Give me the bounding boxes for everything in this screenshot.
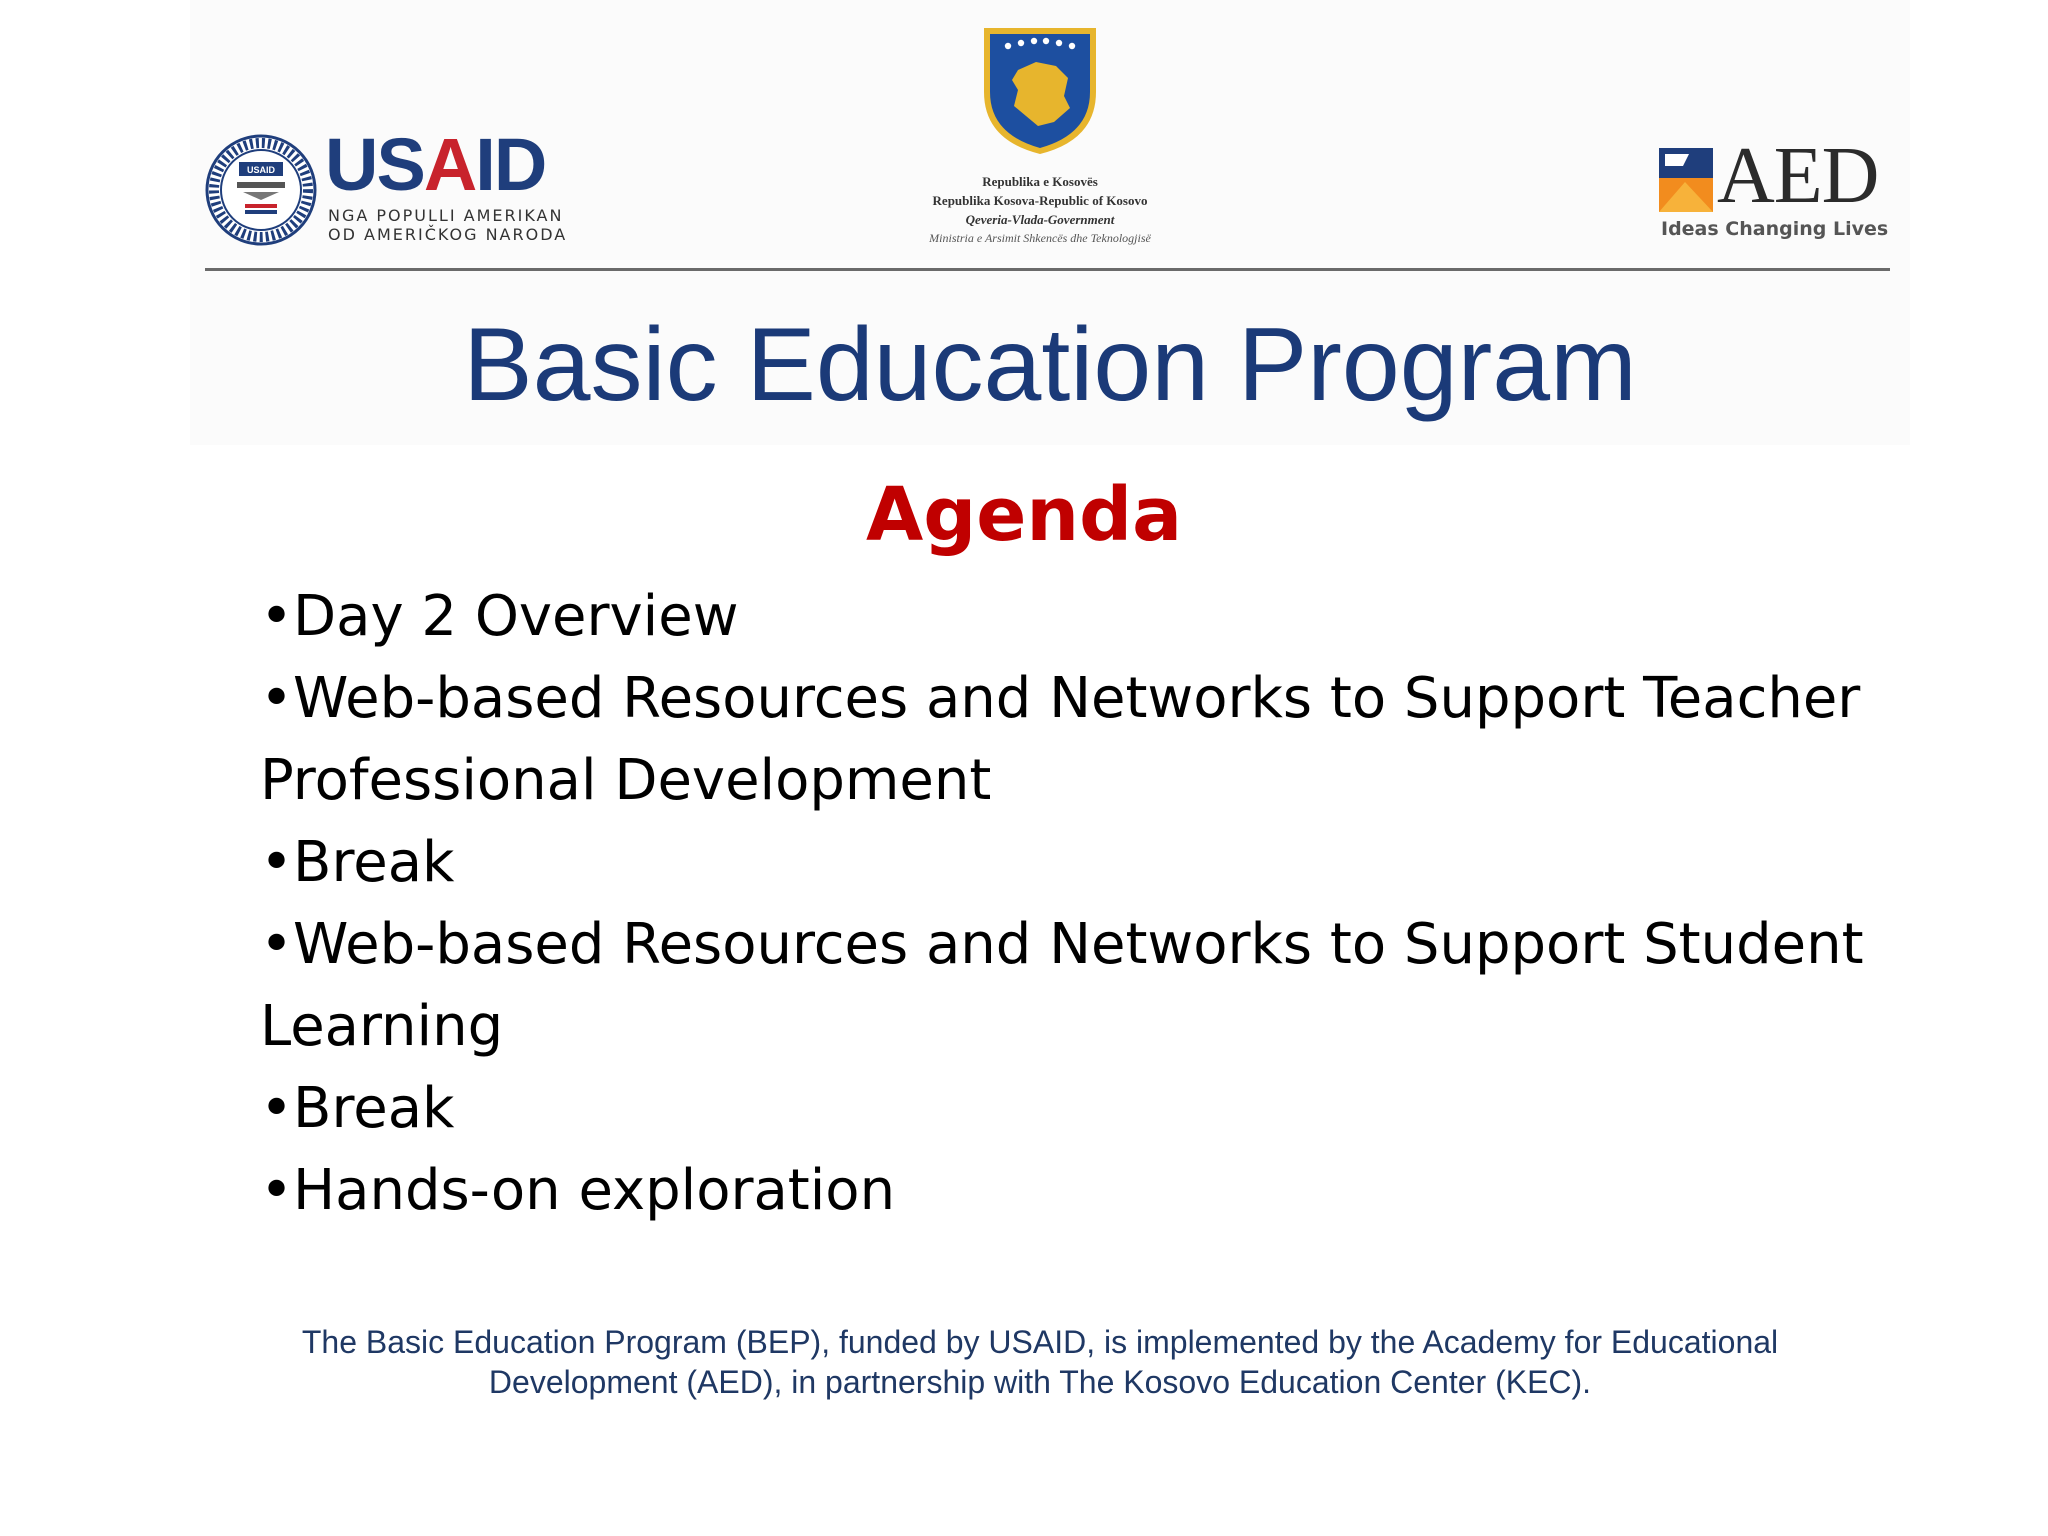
agenda-item xyxy=(260,658,1860,822)
kosovo-line-1: Republika e Kosovës xyxy=(982,174,1098,189)
agenda-item-line xyxy=(260,576,1860,658)
bullet-icon: • xyxy=(260,912,294,977)
aed-tagline: Ideas Changing Lives xyxy=(1661,218,1889,240)
kosovo-government-logo xyxy=(860,20,1220,250)
usaid-wordmark-part: A xyxy=(423,123,476,206)
agenda-item-line xyxy=(260,1068,1860,1150)
agenda-item-text: Break xyxy=(293,830,455,895)
agenda-item-continuation: Learning xyxy=(260,994,504,1059)
agenda-list xyxy=(260,576,1864,1232)
bullet-icon: • xyxy=(260,1076,294,1141)
usaid-wordmark-part: ID xyxy=(475,123,546,206)
agenda-item xyxy=(260,1068,1860,1150)
aed-mark-icon xyxy=(1659,148,1713,212)
kosovo-line-2: Republika Kosova-Republic of Kosovo xyxy=(932,193,1148,208)
kosovo-line-3: Qeveria-Vlada-Government xyxy=(965,212,1115,227)
usaid-tagline xyxy=(328,206,567,244)
agenda-item xyxy=(260,904,1864,1068)
usaid-tagline-line1: NGA POPULLI AMERIKAN xyxy=(328,206,564,225)
agenda-item xyxy=(260,822,1860,904)
program-title: Basic Education Program xyxy=(463,307,1637,423)
usaid-seal-icon xyxy=(205,134,317,246)
agenda-item-text: Web-based Resources and Networks to Support Student xyxy=(293,912,1864,977)
agenda-item-line xyxy=(260,658,1860,740)
usaid-tagline-line2: OD AMERIČKOG NARODA xyxy=(328,225,568,244)
aed-logo xyxy=(1655,132,1905,250)
agenda-item xyxy=(260,576,1860,658)
kosovo-logo-text xyxy=(860,172,1220,248)
kosovo-coat-of-arms-icon xyxy=(978,22,1102,158)
agenda-item-text: Web-based Resources and Networks to Support Teacher xyxy=(293,666,1861,731)
bullet-icon: • xyxy=(260,830,294,895)
agenda-title: Agenda xyxy=(865,472,1183,558)
agenda-item-line xyxy=(260,822,1860,904)
usaid-wordmark xyxy=(325,123,546,206)
agenda-item-text: Break xyxy=(293,1076,455,1141)
agenda-item-text: Day 2 Overview xyxy=(293,584,739,649)
agenda-item-text: Hands-on exploration xyxy=(293,1158,896,1223)
kosovo-line-4: Ministria e Arsimit Shkencës dhe Teknologjisë xyxy=(929,231,1151,245)
agenda-item xyxy=(260,1150,1860,1232)
aed-wordmark: AED xyxy=(1717,132,1879,220)
agenda-item-line xyxy=(260,904,1864,986)
bullet-icon: • xyxy=(260,584,294,649)
bullet-icon: • xyxy=(260,666,294,731)
usaid-seal-text: USAID xyxy=(246,165,276,175)
bullet-icon: • xyxy=(260,1158,294,1223)
header-divider xyxy=(205,268,1890,271)
agenda-item-continuation: Professional Development xyxy=(260,748,992,813)
footer-line-1: The Basic Education Program (BEP), funded by USAID, is implemented by the Academy for Educational xyxy=(301,1324,1779,1360)
usaid-wordmark-part: US xyxy=(325,123,424,206)
footer-note xyxy=(240,1322,1840,1402)
agenda-item-line xyxy=(260,1150,1860,1232)
usaid-logo xyxy=(205,123,595,250)
footer-line-2: Development (AED), in partnership with The Kosovo Education Center (KEC). xyxy=(488,1364,1592,1400)
